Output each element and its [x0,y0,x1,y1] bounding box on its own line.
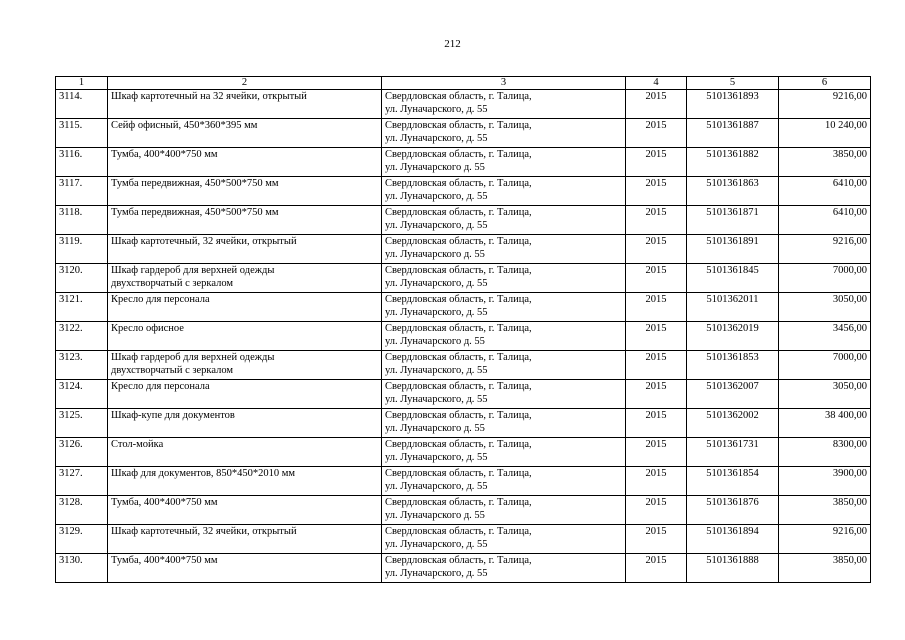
item-address [382,206,626,235]
item-cost: 7000,00 [779,264,871,293]
inventory-number: 5101362007 [687,380,779,409]
item-name [108,467,382,496]
item-name [108,264,382,293]
item-address-line: ул. Луначарского, д. 55 [385,220,488,231]
item-address-line: ул. Луначарского д. 55 [385,249,485,260]
column-header-2: 2 [108,77,382,90]
row-number: 3115. [56,119,108,148]
item-address-line: ул. Луначарского д. 55 [385,336,485,347]
column-header-1: 1 [56,77,108,90]
table-row [56,148,871,177]
item-address-line: Свердловская область, г. Талица, [385,497,532,508]
item-year: 2015 [626,235,687,264]
item-name-line: Тумба, 400*400*750 мм [111,497,218,508]
item-address-line: ул. Луначарского д. 55 [385,423,485,434]
item-year: 2015 [626,496,687,525]
item-name-line: Шкаф картотечный, 32 ячейки, открытый [111,236,297,247]
item-year: 2015 [626,119,687,148]
inventory-number: 5101361894 [687,525,779,554]
row-number: 3123. [56,351,108,380]
table-row [56,293,871,322]
item-address-line: ул. Луначарского д. 55 [385,162,485,173]
item-name-line: Сейф офисный, 450*360*395 мм [111,120,258,131]
item-address-line: Свердловская область, г. Талица, [385,120,532,131]
item-name-line: Кресло для персонала [111,294,210,305]
inventory-number: 5101361854 [687,467,779,496]
item-year: 2015 [626,525,687,554]
table-row [56,119,871,148]
item-address-line: Свердловская область, г. Талица, [385,236,532,247]
table-row [56,409,871,438]
item-address [382,90,626,119]
inventory-number: 5101361893 [687,90,779,119]
table-row [56,264,871,293]
inventory-number: 5101361891 [687,235,779,264]
table-row [56,554,871,583]
inventory-number: 5101361876 [687,496,779,525]
table-row [56,322,871,351]
item-address-line: Свердловская область, г. Талица, [385,178,532,189]
item-name-line: Стол-мойка [111,439,164,450]
item-name [108,119,382,148]
inventory-number: 5101362019 [687,322,779,351]
item-address [382,380,626,409]
item-address-line: Свердловская область, г. Талица, [385,352,532,363]
inventory-number: 5101361871 [687,206,779,235]
item-address [382,148,626,177]
inventory-number: 5101361853 [687,351,779,380]
item-cost: 8300,00 [779,438,871,467]
item-year: 2015 [626,380,687,409]
item-year: 2015 [626,148,687,177]
row-number: 3125. [56,409,108,438]
item-address-line: Свердловская область, г. Талица, [385,265,532,276]
item-year: 2015 [626,322,687,351]
row-number: 3116. [56,148,108,177]
item-year: 2015 [626,177,687,206]
item-name [108,438,382,467]
item-address [382,293,626,322]
item-name-line: Кресло офисное [111,323,184,334]
inventory-number: 5101361888 [687,554,779,583]
row-number: 3114. [56,90,108,119]
item-name-line: двухстворчатый с зеркалом [111,365,234,376]
item-address-line: ул. Луначарского, д. 55 [385,365,488,376]
item-address [382,235,626,264]
item-name [108,293,382,322]
row-number: 3122. [56,322,108,351]
item-address [382,351,626,380]
item-address-line: ул. Луначарского, д. 55 [385,394,488,405]
row-number: 3121. [56,293,108,322]
item-name [108,90,382,119]
item-address-line: Свердловская область, г. Талица, [385,381,532,392]
item-address [382,177,626,206]
inventory-number: 5101362011 [687,293,779,322]
page-number: 212 [444,38,461,50]
item-cost: 10 240,00 [779,119,871,148]
item-address-line: Свердловская область, г. Талица, [385,323,532,334]
item-address-line: Свердловская область, г. Талица, [385,91,532,102]
item-address [382,496,626,525]
item-name [108,235,382,264]
item-year: 2015 [626,438,687,467]
row-number: 3128. [56,496,108,525]
row-number: 3124. [56,380,108,409]
item-cost: 9216,00 [779,235,871,264]
inventory-number: 5101361731 [687,438,779,467]
item-address [382,467,626,496]
item-name [108,380,382,409]
item-address-line: ул. Луначарского, д. 55 [385,278,488,289]
item-cost: 9216,00 [779,525,871,554]
item-cost: 3050,00 [779,293,871,322]
item-name-line: Тумба, 400*400*750 мм [111,149,218,160]
inventory-number: 5101362002 [687,409,779,438]
item-year: 2015 [626,264,687,293]
table-row [56,496,871,525]
item-name-line: Тумба, 400*400*750 мм [111,555,218,566]
item-address-line: ул. Луначарского, д. 55 [385,481,488,492]
item-name [108,525,382,554]
item-address-line: Свердловская область, г. Талица, [385,410,532,421]
item-cost: 3850,00 [779,496,871,525]
item-year: 2015 [626,467,687,496]
item-name-line: двухстворчатый с зеркалом [111,278,234,289]
inventory-number: 5101361845 [687,264,779,293]
item-address-line: ул. Луначарского, д. 55 [385,539,488,550]
item-name-line: Шкаф гардероб для верхней одежды [111,352,275,363]
item-year: 2015 [626,554,687,583]
table-row [56,177,871,206]
item-address [382,264,626,293]
item-address-line: Свердловская область, г. Талица, [385,294,532,305]
item-name [108,322,382,351]
item-address-line: Свердловская область, г. Талица, [385,526,532,537]
item-name-line: Шкаф картотечный на 32 ячейки, открытый [111,91,307,102]
item-address-line: Свердловская область, г. Талица, [385,207,532,218]
item-name-line: Шкаф картотечный, 32 ячейки, открытый [111,526,297,537]
item-name [108,177,382,206]
column-header-4: 4 [626,77,687,90]
item-address-line: Свердловская область, г. Талица, [385,149,532,160]
table-row [56,525,871,554]
item-cost: 3456,00 [779,322,871,351]
row-number: 3126. [56,438,108,467]
table-row [56,90,871,119]
item-name [108,409,382,438]
inventory-number: 5101361882 [687,148,779,177]
item-address-line: ул. Луначарского, д. 55 [385,104,488,115]
item-name [108,496,382,525]
row-number: 3130. [56,554,108,583]
item-cost: 9216,00 [779,90,871,119]
item-address-line: ул. Луначарского, д. 55 [385,568,488,579]
item-cost: 3850,00 [779,554,871,583]
item-name [108,554,382,583]
item-address-line: ул. Луначарского, д. 55 [385,133,488,144]
item-cost: 3850,00 [779,148,871,177]
item-address [382,119,626,148]
table-body [56,90,871,583]
item-name-line: Шкаф гардероб для верхней одежды [111,265,275,276]
item-cost: 7000,00 [779,351,871,380]
inventory-number: 5101361863 [687,177,779,206]
row-number: 3129. [56,525,108,554]
item-cost: 6410,00 [779,206,871,235]
item-address [382,322,626,351]
item-name [108,351,382,380]
table-row [56,467,871,496]
item-address [382,409,626,438]
row-number: 3118. [56,206,108,235]
item-name [108,148,382,177]
item-address-line: ул. Луначарского, д. 55 [385,452,488,463]
inventory-number: 5101361887 [687,119,779,148]
item-year: 2015 [626,409,687,438]
item-address-line: Свердловская область, г. Талица, [385,468,532,479]
item-name-line: Кресло для персонала [111,381,210,392]
header-row [56,77,871,90]
table-row [56,380,871,409]
table-row [56,206,871,235]
column-header-6: 6 [779,77,871,90]
item-year: 2015 [626,351,687,380]
item-name-line: Шкаф для документов, 850*450*2010 мм [111,468,296,479]
table-row [56,438,871,467]
row-number: 3120. [56,264,108,293]
inventory-table [55,76,871,583]
item-name-line: Тумба передвижная, 450*500*750 мм [111,207,279,218]
item-cost: 3050,00 [779,380,871,409]
table-row [56,235,871,264]
item-cost: 3900,00 [779,467,871,496]
table-row [56,351,871,380]
table-header [56,77,871,90]
item-name [108,206,382,235]
column-header-3: 3 [382,77,626,90]
item-address-line: ул. Луначарского д. 55 [385,510,485,521]
item-address-line: ул. Луначарского, д. 55 [385,191,488,202]
item-address-line: ул. Луначарского, д. 55 [385,307,488,318]
item-year: 2015 [626,90,687,119]
column-header-5: 5 [687,77,779,90]
item-address [382,438,626,467]
item-address-line: Свердловская область, г. Талица, [385,439,532,450]
item-cost: 38 400,00 [779,409,871,438]
row-number: 3127. [56,467,108,496]
item-cost: 6410,00 [779,177,871,206]
item-year: 2015 [626,293,687,322]
item-address [382,525,626,554]
row-number: 3117. [56,177,108,206]
row-number: 3119. [56,235,108,264]
item-address-line: Свердловская область, г. Талица, [385,555,532,566]
item-name-line: Шкаф-купе для документов [111,410,235,421]
item-year: 2015 [626,206,687,235]
item-name-line: Тумба передвижная, 450*500*750 мм [111,178,279,189]
item-address [382,554,626,583]
